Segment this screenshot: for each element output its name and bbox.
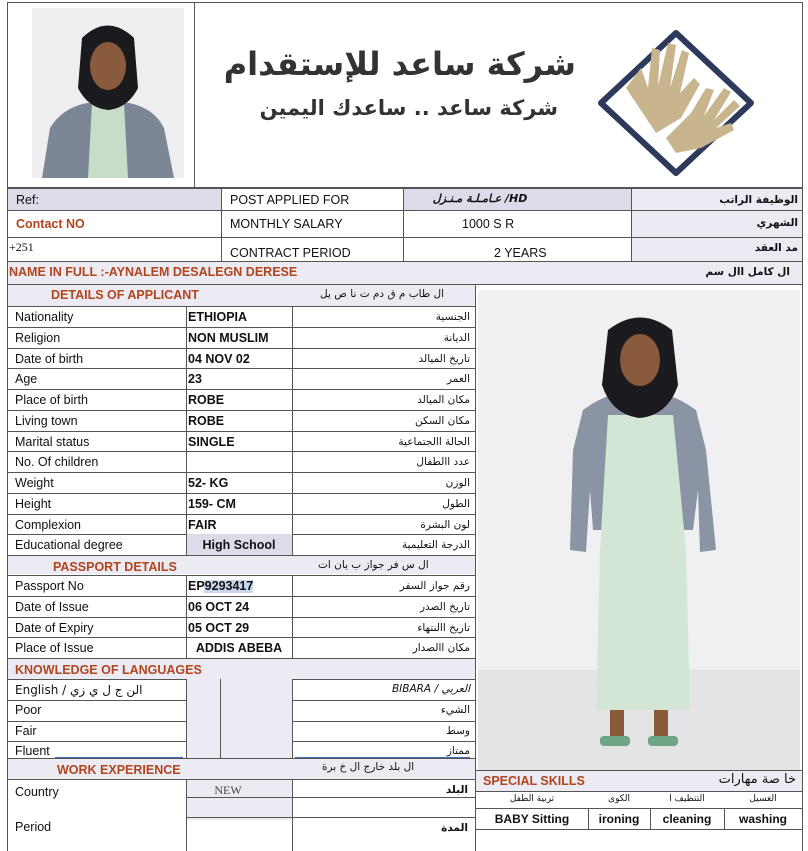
h-rule [7, 389, 476, 390]
period-label: Period [15, 820, 52, 834]
lang-level-label: Fluent [15, 744, 50, 758]
detail-value: NON MUSLIM [188, 331, 269, 345]
lang-level-ar: ممتاز [446, 745, 470, 757]
phone-value: +251 [9, 240, 34, 254]
detail-label: Weight [15, 476, 54, 490]
country-value: NEW [214, 783, 242, 797]
detail-label: Date of birth [15, 352, 84, 366]
v-rule [292, 679, 293, 758]
detail-value: FAIR [188, 518, 217, 532]
skill-label: BABY Sitting [494, 812, 570, 826]
detail-label-ar: الحالة االجتماعية [398, 436, 470, 448]
v-rule [650, 808, 651, 829]
passport-value: ADDIS ABEBA [195, 641, 283, 655]
special-skills-title-ar: خا صة مهارات [718, 772, 796, 787]
company-slogan: شركة ساعد .. ساعدك اليمين [259, 96, 558, 120]
h-rule [7, 306, 476, 307]
lang-cell [220, 700, 292, 721]
details-title-ar: ال طاب م ق دم ت نا ص يل [320, 288, 445, 300]
detail-label: Living town [15, 414, 78, 428]
skill-ar: الغسيل [749, 794, 777, 804]
v-rule [724, 808, 725, 829]
h-rule [7, 410, 476, 411]
company-name: شركة ساعد للإستقدام [223, 45, 576, 83]
detail-label: Nationality [15, 310, 74, 324]
detail-value: 23 [188, 372, 202, 386]
arabic-label: العربي / BIBARA [391, 683, 470, 695]
work-title: WORK EXPERIENCE [57, 763, 181, 777]
full-name-ar: ال كامل اال سم [705, 266, 790, 278]
detail-label-ar: مكان السكن [415, 415, 470, 427]
v-rule [292, 575, 293, 658]
detail-label: Educational degree [15, 538, 123, 552]
h-rule [7, 472, 476, 473]
period-ar: المدة [441, 822, 468, 834]
contract-label: CONTRACT PERIOD [230, 246, 351, 260]
h-rule [7, 575, 476, 576]
underline [295, 757, 470, 758]
passport-label-ar: مكان االصدار [412, 642, 470, 654]
detail-value: High School [202, 538, 276, 552]
passport-label: Date of Expiry [15, 621, 94, 635]
v-rule [186, 679, 187, 758]
lang-level-label: Fair [15, 724, 37, 738]
salary-label: MONTHLY SALARY [230, 217, 343, 231]
underline [55, 757, 183, 758]
languages-title: KNOWLEDGE OF LANGUAGES [15, 663, 202, 677]
lang-level-ar: وسط [446, 725, 470, 737]
detail-label: No. Of children [15, 455, 99, 469]
special-skills-title: SPECIAL SKILLS [483, 774, 585, 788]
passport-label: Date of Issue [15, 600, 89, 614]
h-rule [186, 797, 476, 798]
lang-cell [186, 741, 220, 758]
detail-value: 52- KG [188, 476, 229, 490]
detail-label-ar: العمر [446, 373, 470, 385]
lang-level-ar: الشيء [440, 704, 470, 716]
detail-label-ar: الديانة [443, 332, 470, 344]
detail-value: ROBE [188, 393, 225, 407]
detail-value: 04 NOV 02 [188, 352, 250, 366]
full-name: NAME IN FULL :-AYNALEM DESALEGN DERESE [9, 265, 298, 279]
lang-cell [220, 721, 292, 741]
h-rule [7, 348, 476, 349]
country-ar: البلد [445, 784, 468, 796]
h-rule [7, 451, 476, 452]
detail-label: Height [15, 497, 52, 511]
contract-ar: مد العقد [754, 242, 798, 254]
details-title: DETAILS OF APPLICANT [51, 288, 199, 302]
detail-label-ar: لون البشرة [420, 519, 470, 531]
contract-value: 2 YEARS [494, 246, 547, 260]
passport-label-ar: تاريخ االنتهاء [417, 622, 470, 634]
ref-label: Ref: [16, 193, 39, 207]
h-rule [7, 493, 476, 494]
detail-label-ar: الدرجة التعليمية [401, 539, 470, 551]
detail-value: 159- CM [188, 497, 236, 511]
detail-value: ROBE [188, 414, 225, 428]
detail-label: Age [15, 372, 38, 386]
english-label: English / الن ج ل ي زي [15, 683, 143, 697]
passport-title: PASSPORT DETAILS [53, 560, 177, 574]
lang-cell [220, 679, 292, 700]
work-title-ar: ال بلد خارج ال خ برة [322, 761, 415, 773]
passport-value: 06 OCT 24 [188, 600, 250, 614]
applicant-photo-small [32, 8, 184, 178]
h-rule [7, 514, 476, 515]
detail-value: SINGLE [188, 435, 235, 449]
detail-value: ETHIOPIA [188, 310, 248, 324]
detail-label-ar: عدد االطفال [416, 456, 470, 468]
lang-cell [186, 679, 220, 700]
salary-ar: الشهري [756, 217, 798, 229]
v-rule [220, 679, 221, 758]
lang-level-label: Poor [15, 703, 42, 717]
skill-label: ironing [598, 812, 640, 826]
skill-ar: الكوى [608, 794, 630, 804]
v-rule [186, 575, 187, 658]
v-rule [186, 306, 187, 555]
detail-label-ar: الطول [442, 498, 470, 510]
v-rule [292, 306, 293, 555]
detail-label-ar: تاريخ الميالد [418, 353, 470, 365]
h-rule [7, 596, 476, 597]
passport-value: 05 OCT 29 [188, 621, 250, 635]
h-rule [186, 817, 476, 818]
detail-label: Marital status [15, 435, 90, 449]
h-rule [7, 617, 476, 618]
v-rule [186, 779, 187, 851]
company-logo [596, 28, 756, 178]
skill-ar: تربية الطفل [509, 794, 555, 804]
detail-label: Complexion [15, 518, 82, 532]
passport-label: Place of Issue [15, 641, 94, 655]
v-rule [588, 808, 589, 829]
skill-label: washing [738, 812, 787, 826]
passport-label-ar: تاريخ الصدر [419, 601, 470, 613]
post-value: HD/ عـامـلـة مـنـزل [432, 192, 528, 205]
h-rule [7, 368, 476, 369]
passport-value: EP9293417 [188, 579, 254, 593]
applicant-photo-full [478, 290, 800, 770]
h-rule [7, 637, 476, 638]
post-label: POST APPLIED FOR [230, 193, 350, 207]
detail-label-ar: الوزن [445, 477, 470, 489]
detail-label-ar: الجنسية [435, 311, 470, 323]
h-rule [7, 431, 476, 432]
skill-ar: التنظيف ا [669, 794, 705, 804]
skill-label: cleaning [662, 812, 712, 826]
lang-cell [186, 721, 220, 741]
passport-title-ar: ال س فر جواز ب يان ات [318, 559, 429, 571]
h-rule [7, 327, 476, 328]
lang-cell [220, 741, 292, 758]
lang-cell [186, 700, 220, 721]
passport-label: Passport No [15, 579, 84, 593]
contact-label: Contact NO [16, 217, 85, 231]
detail-label-ar: مكان الميالد [417, 394, 470, 406]
passport-label-ar: رقم جواز السفر [399, 580, 470, 592]
v-rule [292, 779, 293, 851]
country-label: Country [15, 785, 59, 799]
detail-label: Religion [15, 331, 61, 345]
detail-label: Place of birth [15, 393, 88, 407]
post-ar: الوظيفة الراتب [719, 194, 798, 206]
salary-value: 1000 S R [462, 217, 515, 231]
